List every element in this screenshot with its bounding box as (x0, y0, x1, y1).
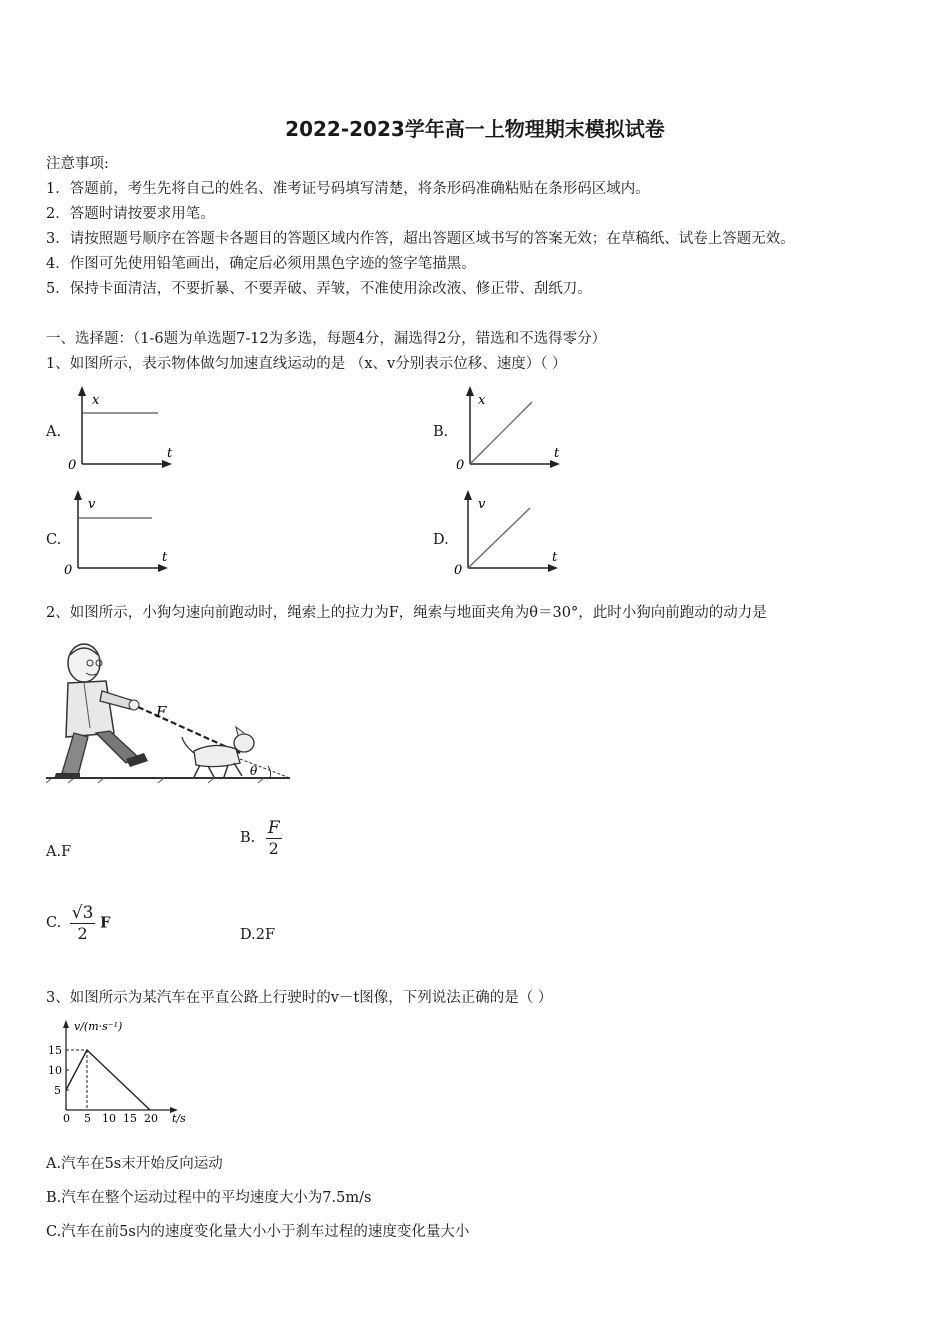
q1-c-ylabel: v (88, 497, 96, 512)
section-heading: 一、选择题：（1-6题为单选题7-12为多选，每题4分，漏选得2分，错选和不选得零分） (46, 331, 607, 347)
notice-item-1: 1．答题前，考生先将自己的姓名、准考证号码填写清楚，将条形码准确粘贴在条形码区域内。 (46, 181, 650, 197)
q2-option-a: A.F (46, 844, 72, 860)
q3-option-a: A.汽车在5s末开始反向运动 (46, 1156, 223, 1172)
q2-option-c-denominator: 2 (77, 924, 88, 943)
q3-option-b: B.汽车在整个运动过程中的平均速度大小为7.5m/s (46, 1190, 372, 1206)
q2-option-c-numerator: √3 (71, 903, 94, 923)
q1-b-origin: 0 (456, 458, 465, 473)
q2-option-b-label: B. (240, 830, 256, 846)
notice-item-2: 2．答题时请按要求用笔。 (46, 206, 215, 222)
q2-man-dog-figure (44, 633, 294, 785)
q3-ytick-label: 5 (54, 1084, 61, 1097)
q3-vt-chart (44, 1014, 204, 1130)
q1-graph-d (448, 488, 568, 580)
q1-option-c-label: C. (46, 532, 62, 548)
q1-a-ylabel: x (92, 393, 100, 408)
notice-item-5: 5．保持卡面清洁，不要折暴、不要弄破、弄皱，不准使用涂改液、修正带、刮纸刀。 (46, 281, 592, 297)
q1-option-b-label: B. (433, 424, 449, 440)
q2-option-c-fraction (70, 903, 96, 943)
q3-ytick-label: 15 (48, 1044, 62, 1057)
q2-stem: 2、如图所示，小狗匀速向前跑动时，绳索上的拉力为F，绳索与地面夹角为θ＝30°，此时小狗向前跑动的动力是 (46, 605, 767, 621)
q3-stem: 3、如图所示为某汽车在平直公路上行驶时的v－t图像，下列说法正确的是（ ） (46, 990, 553, 1006)
q1-option-d-label: D. (433, 532, 449, 548)
notice-item-4: 4．作图可先使用铅笔画出，确定后必须用黑色字迹的签字笔描黑。 (46, 256, 476, 272)
q3-ytick-label: 10 (48, 1064, 62, 1077)
q1-d-origin: 0 (454, 563, 463, 578)
q1-b-ylabel: x (478, 393, 486, 408)
q3-xtick-label: 20 (144, 1112, 158, 1125)
q2-option-c-suffix: F (100, 914, 111, 932)
q2-option-c (46, 903, 110, 943)
notice-item-3: 3．请按照题号顺序在答题卡各题目的答题区域内作答，超出答题区域书写的答案无效；在草稿纸、试卷上答题无效。 (46, 231, 795, 247)
q3-xtick-label: 10 (102, 1112, 116, 1125)
q1-a-origin: 0 (68, 458, 77, 473)
q1-d-xlabel: t (552, 550, 558, 565)
q2-option-c-label: C. (46, 915, 62, 931)
q2-option-d: D.2F (240, 927, 276, 943)
q1-c-xlabel: t (162, 550, 168, 565)
q3-xtick-label: 15 (123, 1112, 137, 1125)
q1-d-ylabel: v (478, 497, 486, 512)
q1-c-origin: 0 (64, 563, 73, 578)
page-title: 2022-2023学年高一上物理期末模拟试卷 (285, 117, 665, 141)
q3-ylabel: v/(m·s⁻¹) (74, 1020, 123, 1033)
q1-option-a-label: A. (46, 424, 62, 440)
q1-graph-c (58, 488, 178, 580)
q3-xlabel: t/s (172, 1112, 186, 1125)
q1-a-xlabel: t (167, 446, 173, 461)
q1-graph-b (450, 384, 570, 474)
q1-stem: 1、如图所示，表示物体做匀加速直线运动的是 （x、v分别表示位移、速度）（ ） (46, 356, 567, 372)
q2-option-b-numerator: F (267, 818, 280, 838)
q1-b-xlabel: t (554, 446, 560, 461)
notice-heading: 注意事项: (46, 156, 109, 172)
q3-xtick-label: 5 (84, 1112, 91, 1125)
q3-xtick-label: 0 (63, 1112, 70, 1125)
q3-option-c: C.汽车在前5s内的速度变化量大小小于刹车过程的速度变化量大小 (46, 1224, 470, 1240)
q2-force-label: F (156, 703, 167, 721)
q2-angle-label: θ (250, 764, 258, 778)
q1-graph-a (62, 384, 182, 474)
q2-option-b-denominator: 2 (268, 839, 279, 858)
q2-option-b (240, 818, 282, 858)
q3-series-line (66, 1050, 150, 1110)
q2-option-b-fraction (266, 818, 282, 858)
